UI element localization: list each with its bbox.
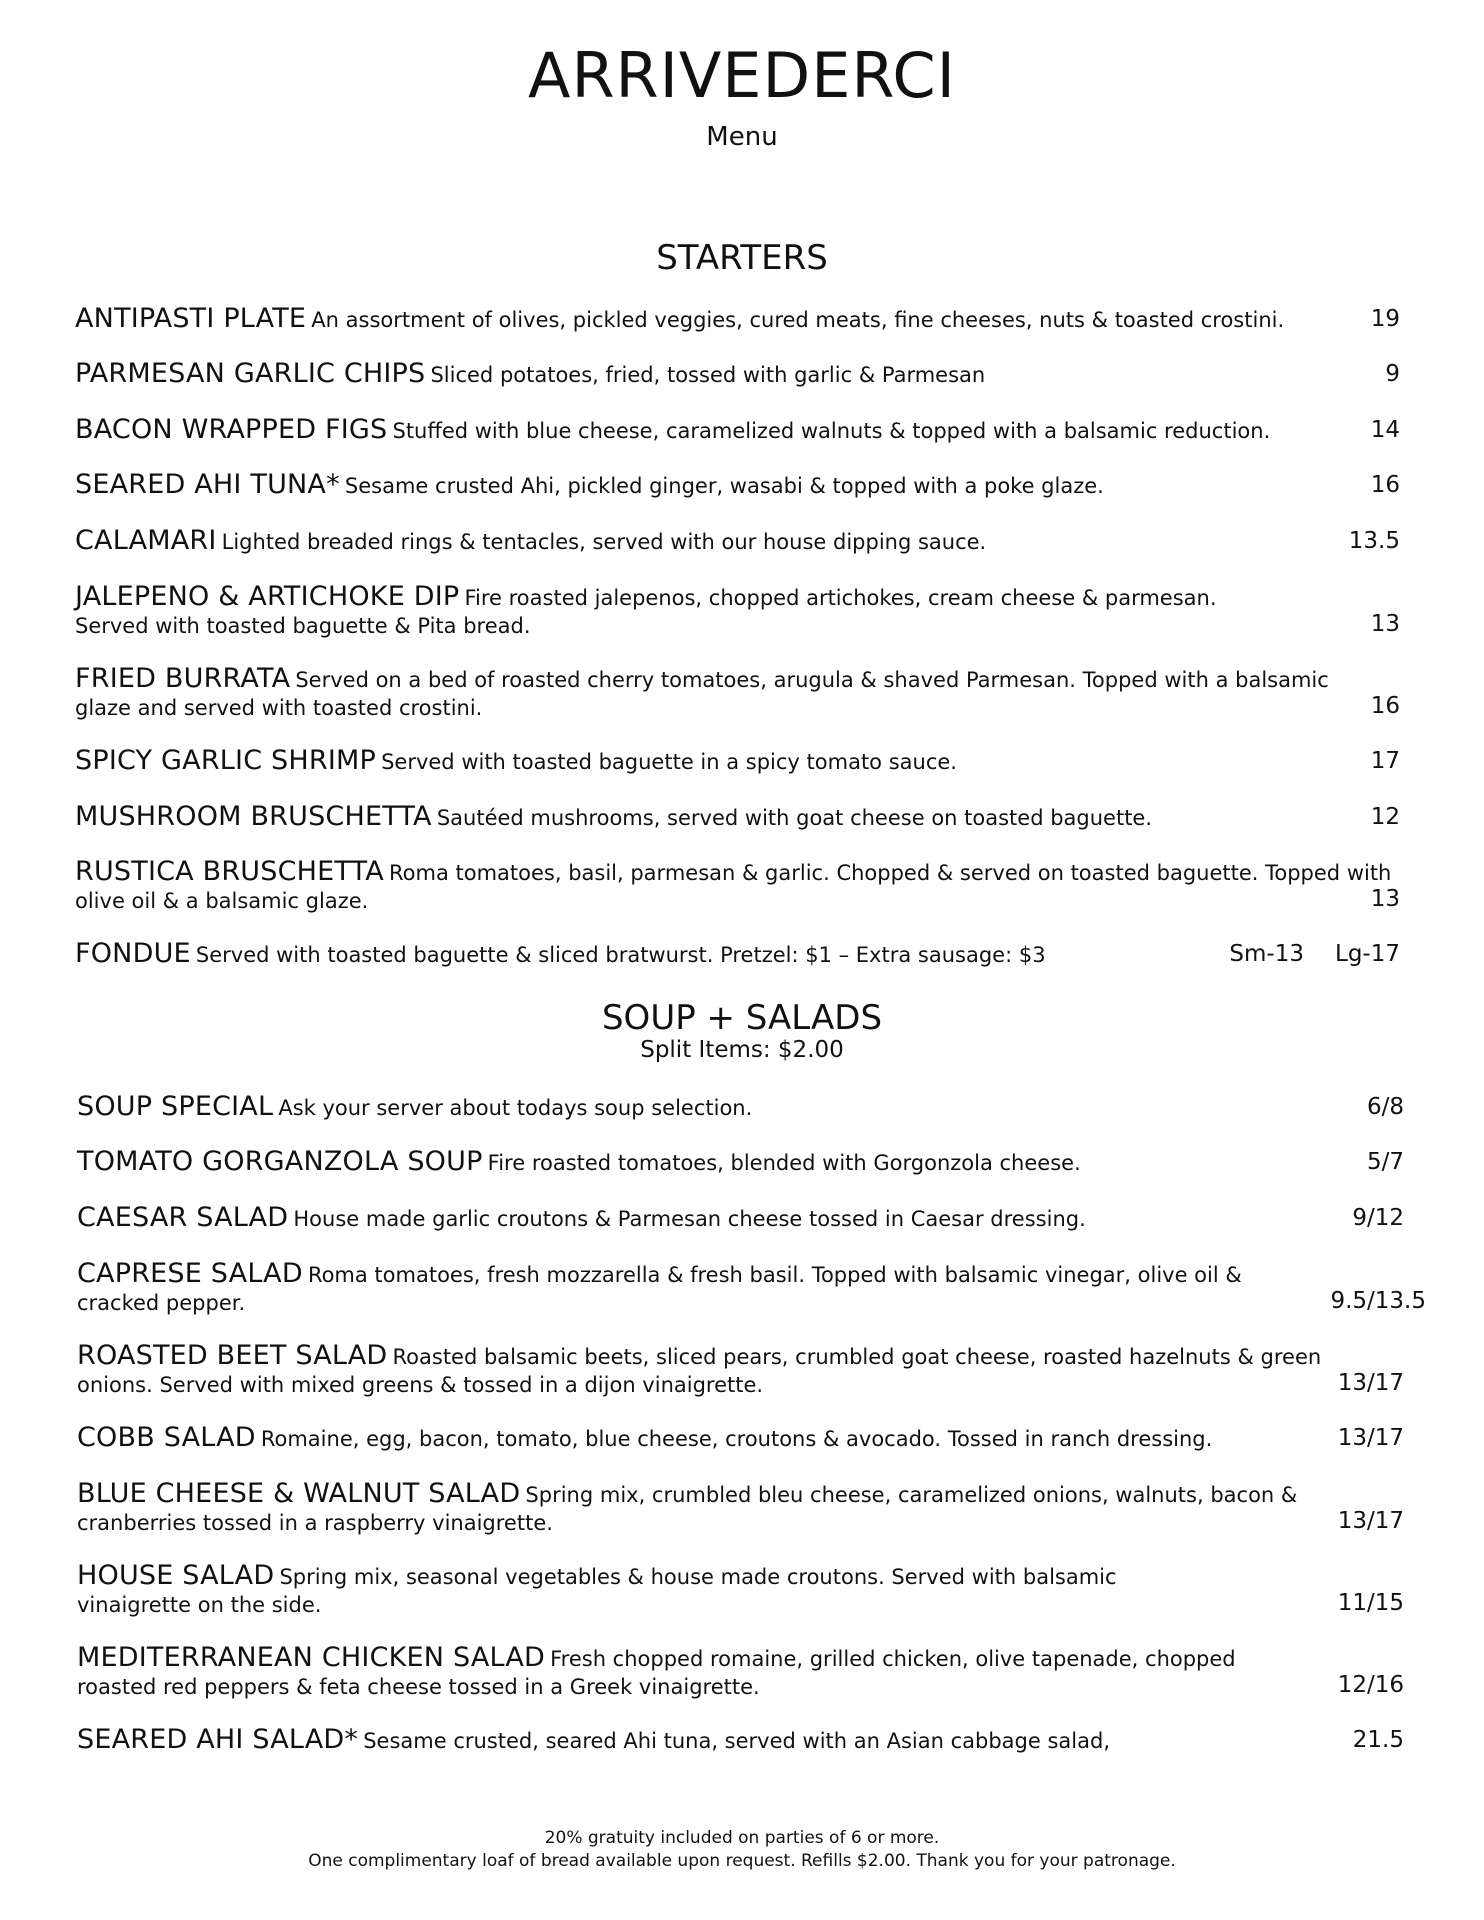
item-price: 6/8 bbox=[1366, 1094, 1404, 1120]
item-price: 9/12 bbox=[1352, 1205, 1404, 1231]
menu-item bbox=[77, 1726, 1377, 1756]
section-title-soups: SOUP + SALADS bbox=[601, 998, 883, 1038]
menu-item bbox=[75, 416, 1375, 446]
item-name: RUSTICA BRUSCHETTA bbox=[75, 856, 384, 887]
menu-item bbox=[75, 583, 1265, 641]
item-price: 13/17 bbox=[1337, 1370, 1404, 1396]
item-name: SOUP SPECIAL bbox=[77, 1091, 274, 1122]
item-name: HOUSE SALAD bbox=[77, 1560, 275, 1591]
item-price: 11/15 bbox=[1337, 1590, 1404, 1616]
item-name: SPICY GARLIC SHRIMP bbox=[75, 745, 376, 776]
menu-item bbox=[77, 1204, 1377, 1234]
item-description: Fire roasted tomatoes, blended with Gorgonzola cheese. bbox=[487, 1151, 1081, 1175]
item-description: Served on a bed of roasted cherry tomatoes, arugula & shaved Parmesan. Topped with a balsamic glaze and served with toasted crostini. bbox=[75, 668, 1329, 720]
item-description: Roasted balsamic beets, sliced pears, crumbled goat cheese, roasted hazelnuts & green onions. Served with mixed greens & tossed in a dijon vinaigrette. bbox=[77, 1345, 1322, 1397]
item-price: 9.5/13.5 bbox=[1330, 1288, 1426, 1314]
menu-item bbox=[75, 940, 1225, 970]
item-name: BACON WRAPPED FIGS bbox=[75, 414, 388, 445]
item-description: House made garlic croutons & Parmesan cheese tossed in Caesar dressing. bbox=[293, 1207, 1086, 1231]
item-description: Fresh chopped romaine, grilled chicken, olive tapenade, chopped roasted red peppers & feta cheese tossed in a Greek vinaigrette. bbox=[77, 1647, 1236, 1699]
menu-item bbox=[77, 1424, 1377, 1454]
item-description: Spring mix, seasonal vegetables & house made croutons. Served with balsamic vinaigrette on the side. bbox=[77, 1565, 1117, 1617]
item-price: 14 bbox=[1370, 417, 1400, 443]
item-name: MEDITERRANEAN CHICKEN SALAD bbox=[77, 1642, 546, 1673]
item-name: ROASTED BEET SALAD bbox=[77, 1340, 388, 1371]
menu-item bbox=[75, 527, 1375, 557]
item-description: Spring mix, crumbled bleu cheese, caramelized onions, walnuts, bacon & cranberries tossed in a raspberry vinaigrette. bbox=[77, 1483, 1298, 1535]
item-price: 9 bbox=[1385, 361, 1400, 387]
menu-item bbox=[75, 803, 1375, 833]
item-name: PARMESAN GARLIC CHIPS bbox=[75, 358, 426, 389]
item-description: Lighted breaded rings & tentacles, served with our house dipping sauce. bbox=[221, 530, 987, 554]
item-description: Served with toasted baguette & sliced bratwurst. Pretzel: $1 – Extra sausage: $3 bbox=[195, 943, 1046, 967]
item-price: 19 bbox=[1370, 306, 1400, 332]
item-price: 16 bbox=[1370, 693, 1400, 719]
item-description: Roma tomatoes, fresh mozzarella & fresh basil. Topped with balsamic vinegar, olive oil & cracked pepper. bbox=[77, 1263, 1242, 1315]
item-price: 17 bbox=[1370, 748, 1400, 774]
item-name: MUSHROOM BRUSCHETTA bbox=[75, 801, 432, 832]
item-name: JALEPENO & ARTICHOKE DIP bbox=[75, 581, 460, 612]
item-name: FONDUE bbox=[75, 938, 191, 969]
item-price-small: Sm-13 bbox=[1229, 941, 1304, 967]
item-price: 13.5 bbox=[1348, 528, 1400, 554]
item-price: 5/7 bbox=[1366, 1149, 1404, 1175]
item-description: Roma tomatoes, basil, parmesan & garlic. Chopped & served on toasted baguette. Topped with olive oil & a balsamic glaze. bbox=[75, 861, 1392, 913]
item-price: 12/16 bbox=[1337, 1672, 1404, 1698]
footer-bread-note: One complimentary loaf of bread available upon request. Refills $2.00. Thank you for your patronage. bbox=[308, 1851, 1176, 1871]
item-price: 13/17 bbox=[1337, 1425, 1404, 1451]
item-description: Sesame crusted, seared Ahi tuna, served with an Asian cabbage salad, bbox=[363, 1729, 1110, 1753]
menu-item bbox=[75, 665, 1375, 723]
menu-item bbox=[75, 747, 1375, 777]
item-description: Sliced potatoes, fried, tossed with garlic & Parmesan bbox=[430, 363, 986, 387]
item-price: 13 bbox=[1370, 611, 1400, 637]
item-description: Sautéed mushrooms, served with goat cheese on toasted baguette. bbox=[436, 806, 1153, 830]
item-price-large: Lg-17 bbox=[1335, 941, 1400, 967]
item-name: SEARED AHI SALAD* bbox=[77, 1724, 359, 1755]
item-name: COBB SALAD bbox=[77, 1422, 256, 1453]
item-description: Fire roasted jalepenos, chopped artichokes, cream cheese & parmesan. Served with toasted baguette & Pita bread. bbox=[75, 586, 1217, 638]
item-name: CAESAR SALAD bbox=[77, 1202, 289, 1233]
item-description: Sesame crusted Ahi, pickled ginger, wasabi & topped with a poke glaze. bbox=[344, 474, 1104, 498]
item-price: 13/17 bbox=[1337, 1508, 1404, 1534]
item-name: BLUE CHEESE & WALNUT SALAD bbox=[77, 1478, 521, 1509]
item-price: 12 bbox=[1370, 804, 1400, 830]
menu-item bbox=[75, 305, 1375, 335]
item-description: Served with toasted baguette in a spicy tomato sauce. bbox=[381, 750, 957, 774]
item-price: 21.5 bbox=[1352, 1727, 1404, 1753]
item-name: CAPRESE SALAD bbox=[77, 1258, 303, 1289]
item-name: ANTIPASTI PLATE bbox=[75, 303, 307, 334]
menu-item bbox=[77, 1093, 1377, 1123]
menu-item bbox=[75, 471, 1375, 501]
item-name: TOMATO GORGANZOLA SOUP bbox=[77, 1146, 483, 1177]
footer-gratuity-note: 20% gratuity included on parties of 6 or more. bbox=[544, 1828, 940, 1848]
menu-item bbox=[77, 1148, 1377, 1178]
menu-item bbox=[77, 1260, 1307, 1318]
item-price: 16 bbox=[1370, 472, 1400, 498]
restaurant-title: ARRIVEDERCI bbox=[528, 39, 956, 112]
menu-item bbox=[77, 1562, 1157, 1620]
item-description: Romaine, egg, bacon, tomato, blue cheese, croutons & avocado. Tossed in ranch dressing. bbox=[260, 1427, 1213, 1451]
menu-item bbox=[77, 1644, 1277, 1702]
item-name: FRIED BURRATA bbox=[75, 663, 291, 694]
item-name: SEARED AHI TUNA* bbox=[75, 469, 340, 500]
menu-item bbox=[77, 1480, 1327, 1538]
item-description: Stuffed with blue cheese, caramelized walnuts & topped with a balsamic reduction. bbox=[392, 419, 1271, 443]
menu-item bbox=[77, 1342, 1347, 1400]
item-name: CALAMARI bbox=[75, 525, 217, 556]
section-title-starters: STARTERS bbox=[656, 238, 828, 278]
menu-subtitle: Menu bbox=[706, 122, 778, 152]
menu-item bbox=[75, 858, 1395, 916]
item-description: An assortment of olives, pickled veggies, cured meats, fine cheeses, nuts & toasted crostini. bbox=[311, 308, 1285, 332]
item-description: Ask your server about todays soup selection. bbox=[278, 1096, 753, 1120]
item-price: 13 bbox=[1370, 886, 1400, 912]
menu-item bbox=[75, 360, 1375, 390]
section-subtitle-split: Split Items: $2.00 bbox=[640, 1037, 844, 1063]
